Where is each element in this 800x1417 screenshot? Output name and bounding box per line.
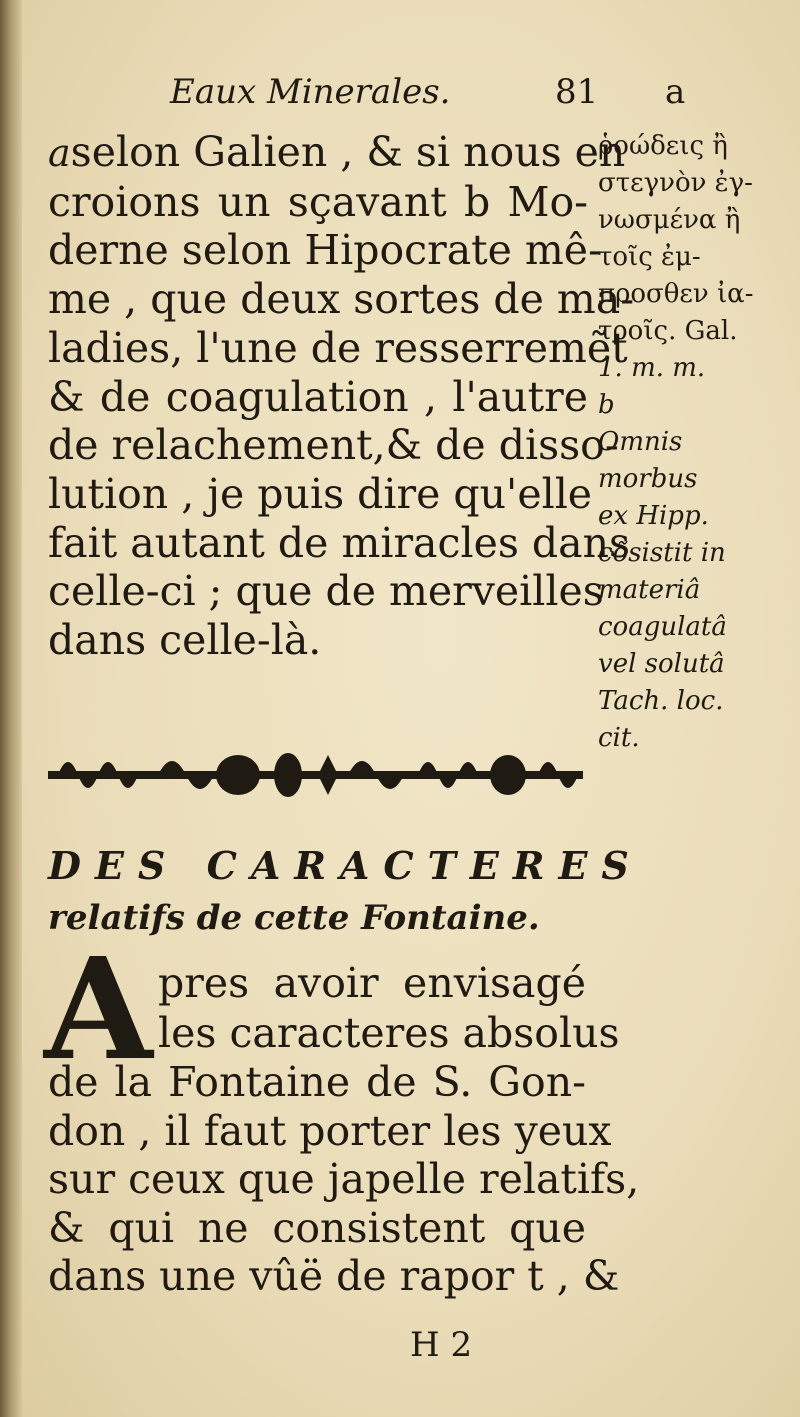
text-line: les caracteres absolus [158,1009,620,1057]
text-line [48,226,602,275]
text-line [48,421,619,470]
running-header [170,72,730,122]
margin-note-line: b [598,390,615,420]
text-line [48,128,626,178]
text-line-content: me , que deux sortes de ma- [48,275,635,324]
margin-note-line: νωσμένα ἢ [598,205,741,235]
book-binding-edge [0,0,22,1417]
text-line: dans une vûë de rapor t , & [48,1252,620,1300]
margin-note-line: morbus [598,464,698,494]
text-line-content: de relachement,& de disso- [48,421,619,470]
marginal-notes [598,128,768,757]
paragraph-body [48,1058,640,1301]
text-line-content: celle-ci ; que de merveilles [48,567,604,616]
text-line [48,469,593,519]
text-line [48,323,628,373]
drop-cap: A [44,928,153,1092]
signature-mark: H 2 [410,1325,473,1365]
footnote-marker: a [48,131,71,175]
text-line-content: ladies, l'une de resserremẽt [48,323,628,372]
text-line [48,518,631,568]
text-line [48,616,588,665]
text-line: sur ceux que japelle relatifs, [48,1155,640,1203]
margin-note-line: Tach. loc. [598,686,724,716]
margin-note-line: coagulatâ [598,612,727,642]
running-title: Eaux Minerales. [170,72,451,112]
margin-note-line: Omnis [598,427,683,457]
text-line: & qui ne consistent que [48,1203,586,1252]
main-text-block [48,128,635,665]
text-line-content: croions un sçavant b Mo- [48,177,588,226]
margin-note-line: στεγνὸν ἐγ- [598,168,753,198]
text-line-content: fait autant de miracles dans [48,518,631,567]
text-line-content: lution , je puis dire qu'elle [48,469,593,518]
text-line: de la Fontaine de S. Gon- [48,1058,586,1106]
margin-note-line: 1. m. m. [598,353,706,383]
margin-note-line: vel solutâ [598,649,725,679]
text-line: don , il faut porter les yeux [48,1106,612,1155]
margin-note-line: προσθεν ἰα- [598,279,754,309]
text-line [48,567,604,616]
margin-note-line: ex Hipp. [598,501,709,531]
margin-note-line: τροῖς. Gal. [598,316,738,346]
margin-note-ref: a [665,72,686,112]
margin-note-line: τοῖς ἐμ- [598,242,701,272]
text-line [48,373,588,422]
text-line: pres avoir envisagé [158,959,586,1007]
text-line [48,275,635,324]
text-line-content: derne selon Hipocrate mê- [48,226,602,275]
margin-note-line: cõsistit in [598,538,726,568]
margin-note-line: materiâ [598,575,701,605]
text-line-content: & de coagulation , l'autre [48,372,588,421]
margin-note-line: ῥοώδεις ἢ [598,131,728,161]
decorative-ornament-band [48,745,583,805]
text-line-content: dans celle-là. [48,616,322,665]
text-line [48,178,588,227]
page-number: 81 [555,72,599,112]
text-line-content: selon Galien , & si nous en [70,128,626,176]
paragraph-opening [158,958,620,1058]
margin-note-line: cit. [598,723,640,753]
section-heading: DES CARACTERES [48,843,643,888]
section-subheading: relatifs de cette Fontaine. [48,898,540,938]
